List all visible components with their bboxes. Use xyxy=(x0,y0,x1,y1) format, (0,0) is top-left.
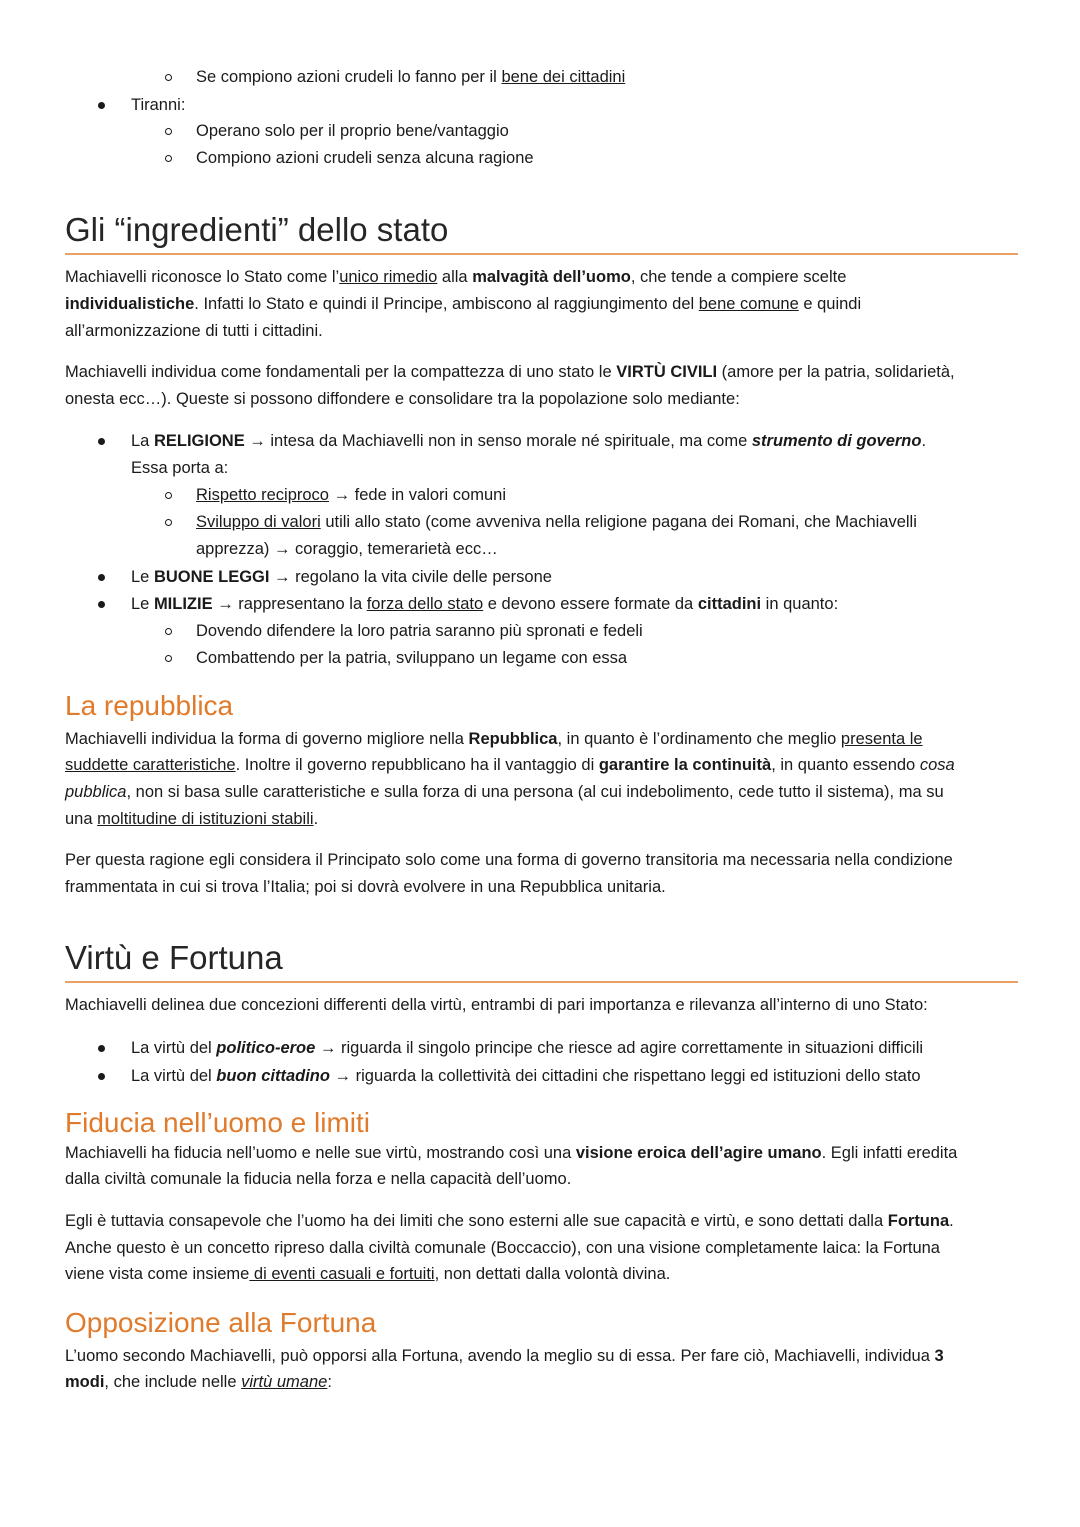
heading-rule xyxy=(65,253,1018,255)
paragraph-line: dalla civiltà comunale la fiducia nella forza e nella capacità dell’uomo. xyxy=(65,1170,572,1188)
bullet xyxy=(98,1073,105,1080)
subsection-heading: Opposizione alla Fortuna xyxy=(65,1307,377,1338)
paragraph-line: viene vista come insieme di eventi casuali e fortuiti, non dettati dalla volontà divina. xyxy=(65,1265,671,1283)
list-item: La virtù del buon cittadino → riguarda la collettività dei cittadini che rispettano leggi ed istituzioni dello stato xyxy=(131,1067,921,1085)
paragraph-line: frammentata in cui si trova l’Italia; poi si dovrà evolvere in una Repubblica unitaria. xyxy=(65,878,666,896)
paragraph-line: onesta ecc…). Queste si possono diffondere e consolidare tra la popolazione solo mediante: xyxy=(65,390,740,408)
section-heading: Virtù e Fortuna xyxy=(65,939,283,976)
list-item: Compiono azioni crudeli senza alcuna ragione xyxy=(196,149,534,167)
bullet xyxy=(98,102,105,109)
sub-bullet xyxy=(165,155,172,162)
sub-bullet xyxy=(165,492,172,499)
sub-bullet xyxy=(165,655,172,662)
paragraph-line: una moltitudine di istituzioni stabili. xyxy=(65,810,319,828)
bullet xyxy=(98,438,105,445)
list-item: Tiranni: xyxy=(131,96,186,114)
paragraph-line: all’armonizzazione di tutti i cittadini. xyxy=(65,322,323,340)
paragraph-line: Machiavelli individua come fondamentali per la compattezza di uno stato le VIRTÙ CIVILI (amore per la patria, solidarietà, xyxy=(65,363,955,381)
list-item-continuation: apprezza) → coraggio, temerarietà ecc… xyxy=(196,540,498,558)
list-item: Dovendo difendere la loro patria saranno più spronati e fedeli xyxy=(196,622,643,640)
paragraph-line: Anche questo è un concetto ripreso dalla civiltà comunale (Boccaccio), con una visione completamente laica: la Fortuna xyxy=(65,1239,940,1257)
list-item: Operano solo per il proprio bene/vantaggio xyxy=(196,122,509,140)
list-item-continuation: Essa porta a: xyxy=(131,459,229,477)
bullet xyxy=(98,601,105,608)
sub-bullet xyxy=(165,628,172,635)
bullet xyxy=(98,1045,105,1052)
paragraph-line: L’uomo secondo Machiavelli, può opporsi alla Fortuna, avendo la meglio su di essa. Per fare ciò, Machiavelli, individua 3 xyxy=(65,1347,944,1365)
list-item: La virtù del politico-eroe → riguarda il singolo principe che riesce ad agire correttamente in situazioni difficili xyxy=(131,1039,924,1057)
list-item: Combattendo per la patria, sviluppano un legame con essa xyxy=(196,649,628,667)
paragraph-line: Egli è tuttavia consapevole che l’uomo ha dei limiti che sono esterni alle sue capacità e virtù, e sono dettati dalla Fortuna. xyxy=(65,1212,954,1230)
list-item: Le BUONE LEGGI → regolano la vita civile delle persone xyxy=(131,568,552,586)
heading-rule xyxy=(65,981,1018,983)
paragraph-line: pubblica, non si basa sulle caratteristiche e sulla forza di una persona (al cui indebolimento, cede tutto il sistema), ma su xyxy=(65,783,944,801)
list-item: La RELIGIONE → intesa da Machiavelli non in senso morale né spirituale, ma come strumento di governo. xyxy=(131,432,927,450)
paragraph-line: suddette caratteristiche. Inoltre il governo repubblicano ha il vantaggio di garantire la continuità, in quanto essendo cosa xyxy=(65,756,955,774)
paragraph-line: modi, che include nelle virtù umane: xyxy=(65,1373,332,1391)
paragraph-line: individualistiche. Infatti lo Stato e quindi il Principe, ambiscono al raggiungimento del bene comune e quindi xyxy=(65,295,862,313)
sub-bullet xyxy=(165,519,172,526)
paragraph-line: Machiavelli individua la forma di governo migliore nella Repubblica, in quanto è l’ordinamento che meglio presenta le xyxy=(65,730,923,748)
list-item: Se compiono azioni crudeli lo fanno per il bene dei cittadini xyxy=(196,68,626,86)
section-heading: Gli “ingredienti” dello stato xyxy=(65,211,449,248)
sub-bullet xyxy=(165,128,172,135)
list-item: Le MILIZIE → rappresentano la forza dello stato e devono essere formate da cittadini in quanto: xyxy=(131,595,839,613)
paragraph-line: Per questa ragione egli considera il Principato solo come una forma di governo transitoria ma necessaria nella condizione xyxy=(65,851,953,869)
bullet xyxy=(98,574,105,581)
list-item: Rispetto reciproco → fede in valori comuni xyxy=(196,486,506,504)
paragraph-line: Machiavelli ha fiducia nell’uomo e nelle sue virtù, mostrando così una visione eroica dell’agire umano. Egli infatti eredita xyxy=(65,1144,958,1162)
paragraph-line: Machiavelli delinea due concezioni differenti della virtù, entrambi di pari importanza e rilevanza all’interno di uno Stato: xyxy=(65,996,928,1014)
subsection-heading: La repubblica xyxy=(65,690,234,721)
list-item: Sviluppo di valori utili allo stato (come avveniva nella religione pagana dei Romani, che Machiavelli xyxy=(196,513,917,531)
subsection-heading: Fiducia nell’uomo e limiti xyxy=(65,1107,371,1138)
sub-bullet xyxy=(165,74,172,81)
paragraph-line: Machiavelli riconosce lo Stato come l’unico rimedio alla malvagità dell’uomo, che tende a compiere scelte xyxy=(65,268,847,286)
